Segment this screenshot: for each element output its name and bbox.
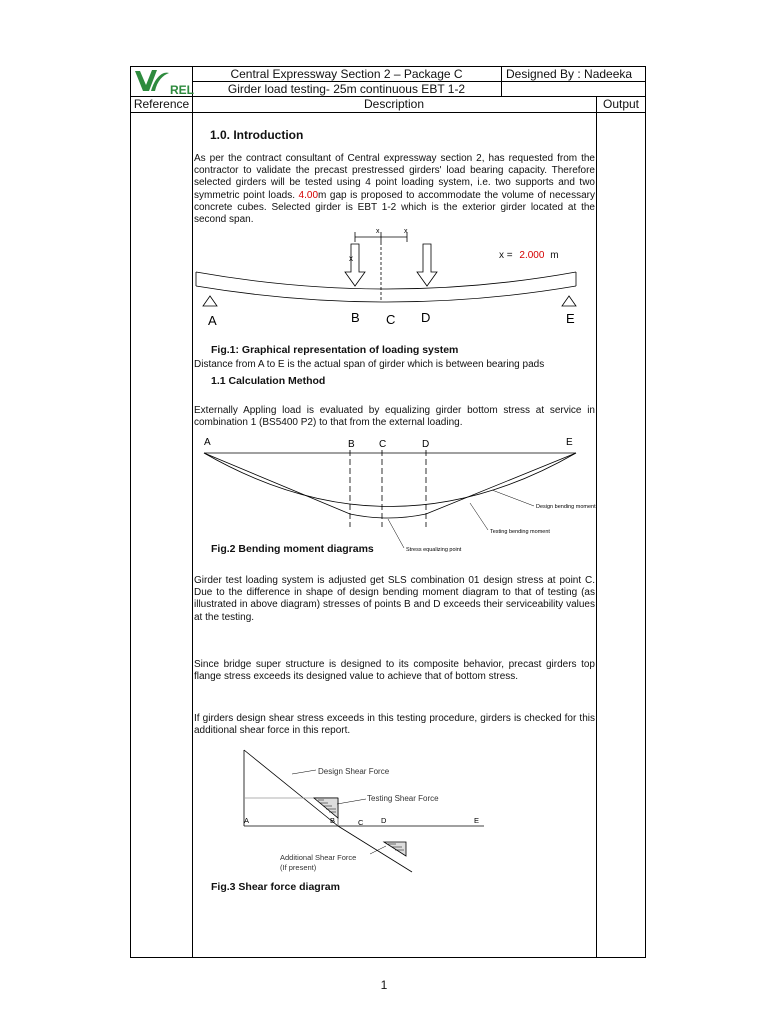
fig2-point-c: C xyxy=(379,439,387,450)
x-value-row xyxy=(499,250,559,261)
x-unit: m xyxy=(550,250,559,261)
paragraph-shear-check: If girders design shear stress exceeds in this testing procedure, girders is checked for this additional shear force in this report. xyxy=(194,713,595,737)
fig3-label-if-present: (If present) xyxy=(280,863,317,872)
fig3-label-design: Design Shear Force xyxy=(318,767,390,776)
intro-text-before: As per the contract consultant of Central expressway section 2, has requested from the contractor to validate the precast prestressed girders' load bearing capacity. Therefore selected girders will be tested using 4 point loading system, i.e. two supports and two symmetric point loads. xyxy=(194,153,595,201)
x-value: 2.000 xyxy=(519,250,545,261)
fig2-point-d: D xyxy=(422,439,430,450)
fig3-point-d: D xyxy=(381,816,387,825)
dim-x-left: x xyxy=(349,254,353,263)
fig2-point-a: A xyxy=(204,437,211,448)
fig3-caption: Fig.3 Shear force diagram xyxy=(211,881,340,893)
paragraph-sls-combination: Girder test loading system is adjusted get SLS combination 01 design stress at point C. Due to the difference in shape of design bending moment diagram to that of testing (as illustrated in above diagram) stresses of points B and D exceeds their serviceability values at the testing. xyxy=(194,575,595,623)
company-logo xyxy=(133,67,194,97)
fig2-label-stress: Stress equalizing point xyxy=(406,547,462,553)
fig2-label-design: Design bending moment xyxy=(536,504,596,510)
subject-title: Girder load testing- 25m continuous EBT 1-2 xyxy=(227,82,466,96)
designed-by: Designed By : Nadeeka xyxy=(506,67,633,81)
x-label: x = xyxy=(499,250,513,261)
fig2-point-e: E xyxy=(566,437,573,448)
dim-x-1: x xyxy=(376,228,380,235)
fig3-point-b: B xyxy=(330,816,336,825)
fig3-point-a: A xyxy=(244,816,250,825)
column-header-description: Description xyxy=(363,97,425,111)
paragraph-composite-behavior: Since bridge super structure is designed to its composite behavior, precast girders top flange stress exceeds its designed value to achieve that of bottom stress. xyxy=(194,659,595,683)
fig2-label-testing: Testing bending moment xyxy=(490,529,550,535)
gap-value: 4.00 xyxy=(298,189,319,201)
fig3-label-testing: Testing Shear Force xyxy=(367,794,439,803)
fig1-point-a: A xyxy=(208,313,217,328)
intro-text-after: m gap is proposed to accommodate the volume of necessary concrete cubes. Selected girder is EBT 1-2 which is the exterior girder located at the second span. xyxy=(194,189,595,226)
section-title-calculation: 1.1 Calculation Method xyxy=(211,375,326,387)
fig2-caption: Fig.2 Bending moment diagrams xyxy=(211,543,374,555)
fig3-point-c: C xyxy=(358,818,364,827)
fig1-point-c: C xyxy=(386,312,396,327)
column-header-output: Output xyxy=(602,97,640,111)
fig1-point-b: B xyxy=(351,310,360,325)
fig3-shear-force-diagram xyxy=(192,746,596,876)
fig1-caption: Fig.1: Graphical representation of loading system xyxy=(211,344,459,356)
column-header-reference: Reference xyxy=(133,97,190,111)
logo-text: REL xyxy=(170,83,194,97)
fig1-point-d: D xyxy=(421,310,431,325)
dim-x-2: x xyxy=(404,228,408,235)
intro-paragraph xyxy=(194,153,595,226)
fig3-label-additional: Additional Shear Force xyxy=(280,853,357,862)
section-title-introduction: 1.0. Introduction xyxy=(210,128,304,142)
fig2-point-b: B xyxy=(348,439,355,450)
fig3-point-e: E xyxy=(474,816,480,825)
page-number: 1 xyxy=(380,978,388,992)
fig1-loading-diagram xyxy=(192,226,596,330)
project-title: Central Expressway Section 2 – Package C xyxy=(230,67,463,81)
calculation-paragraph: Externally Appling load is evaluated by equalizing girder bottom stress at service in combination 1 (BS5400 P2) to that from the external loading. xyxy=(194,405,595,429)
fig1-note: Distance from A to E is the actual span of girder which is between bearing pads xyxy=(194,359,545,370)
fig1-point-e: E xyxy=(566,311,575,326)
